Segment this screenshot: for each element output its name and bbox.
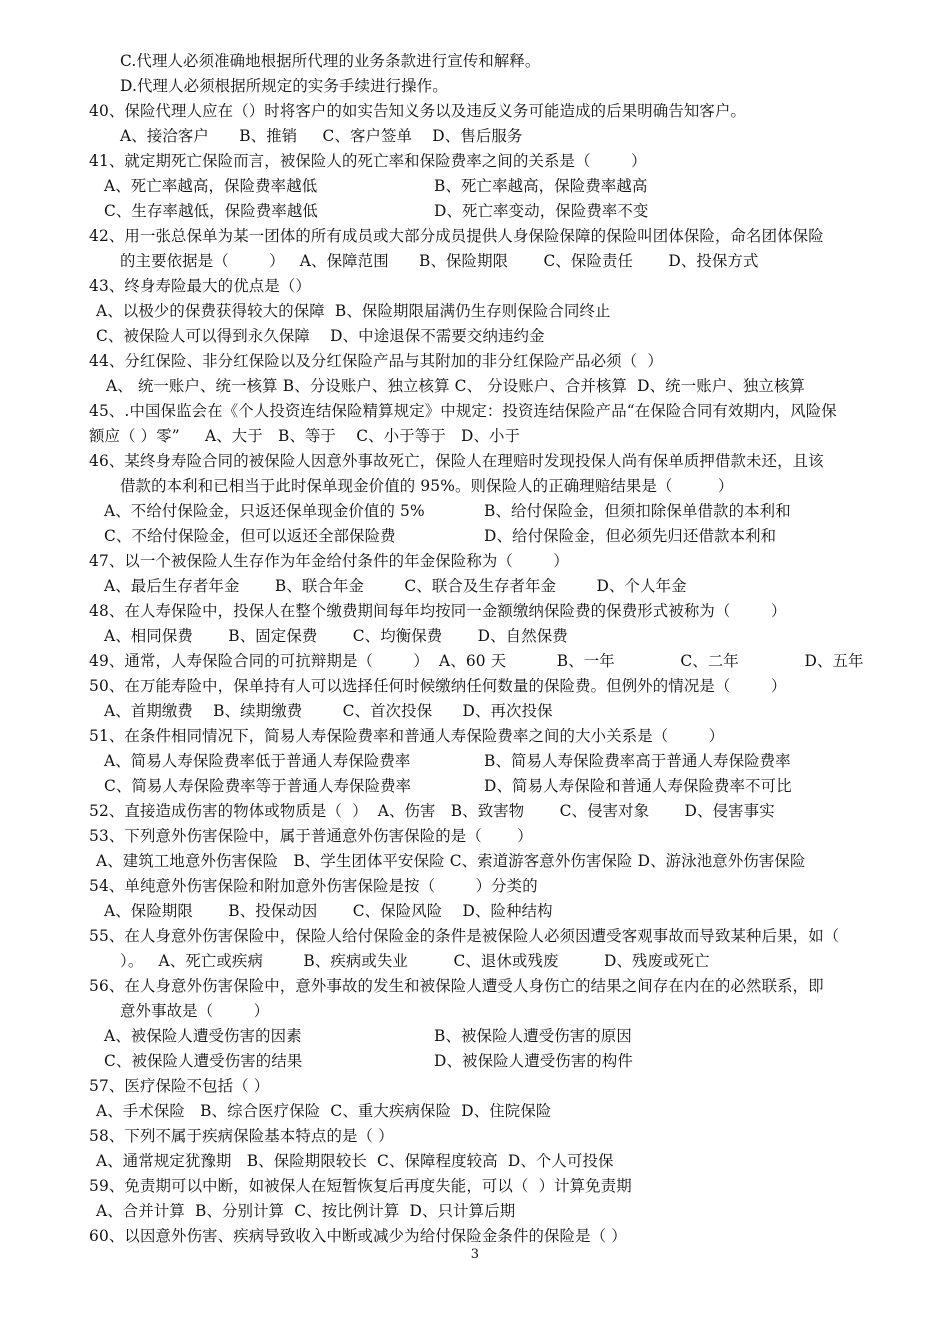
option: B、简易人寿保险费率高于普通人寿保险费率 (484, 752, 791, 770)
question-52: 52、直接造成伤害的物体或物质是（ ） A、伤害 B、致害物 C、侵害对象 D、侵害事实 (89, 802, 775, 820)
question-51: 51、在条件相同情况下，简易人寿保险费率和普通人寿保险费率之间的大小关系是（ ） (89, 727, 725, 745)
options-line: A、手术保险 B、综合医疗保险 C、重大疾病保险 D、住院保险 (96, 1102, 552, 1120)
options-line: A、最后生存者年金 B、联合年金 C、联合及生存者年金 D、个人年金 (104, 577, 687, 595)
text-line: D.代理人必须根据所规定的实务手续进行操作。 (120, 77, 448, 95)
option: C、简易人寿保险费率等于普通人寿保险费率 (104, 777, 412, 795)
question-57: 57、医疗保险不包括（ ） (89, 1077, 270, 1095)
question-50: 50、在万能寿险中，保单持有人可以选择任何时候缴纳任何数量的保险费。但例外的情况是（ ） (89, 677, 787, 695)
question-40: 40、保险代理人应在（）时将客户的如实告知义务以及违反义务可能造成的后果明确告知客户。 (89, 102, 747, 120)
question-42: 42、用一张总保单为某一团体的所有成员或大部分成员提供人身保险保障的保险叫团体保险，命名团体保险 (89, 227, 824, 245)
question-58: 58、下列不属于疾病保险基本特点的是（ ） (89, 1127, 394, 1145)
question-54: 54、单纯意外伤害保险和附加意外伤害保险是按（ ）分类的 (89, 877, 538, 895)
options-line: A、接洽客户 B、推销 C、客户签单 D、售后服务 (120, 127, 523, 145)
options-line: A、首期缴费 B、续期缴费 C、首次投保 D、再次投保 (104, 702, 553, 720)
question-48: 48、在人寿保险中，投保人在整个缴费期间每年均按同一金额缴纳保险费的保费形式被称为（ ） (89, 602, 787, 620)
options-line: A、以极少的保费获得较大的保障 B、保险期限届满仍生存则保险合同终止 (96, 302, 611, 320)
option: B、给付保险金，但须扣除保单借款的本利和 (484, 502, 791, 520)
option: A、简易人寿保险费率低于普通人寿保险费率 (104, 752, 411, 770)
question-41: 41、就定期死亡保险而言，被保险人的死亡率和保险费率之间的关系是（ ） (89, 152, 647, 170)
option: D、简易人寿保险和普通人寿保险费率不可比 (484, 777, 792, 795)
question-47: 47、以一个被保险人生存作为年金给付条件的年金保险称为（ ） (89, 552, 569, 570)
text-line: ）。 A、死亡或疾病 B、疾病或失业 C、退休或残废 D、残废或死亡 (120, 952, 710, 970)
options-line: A、建筑工地意外伤害保险 B、学生团体平安保险 C、索道游客意外伤害保险 D、游泳池意外伤害保险 (96, 852, 806, 870)
text-line: 额应（ ）零” A、大于 B、等于 C、小于等于 D、小于 (89, 427, 521, 445)
question-46: 46、某终身寿险合同的被保险人因意外事故死亡，保险人在理赔时发现投保人尚有保单质押借款未还，且该 (89, 452, 824, 470)
question-43: 43、终身寿险最大的优点是（） (89, 277, 311, 295)
question-60: 60、以因意外伤害、疾病导致收入中断或减少为给付保险金条件的保险是（ ） (89, 1227, 627, 1245)
text-line: 借款的本利和已相当于此时保单现金价值的 95%。则保险人的正确理赔结果是（ ） (120, 477, 734, 495)
option: B、死亡率越高，保险费率越高 (434, 177, 648, 195)
text-line: C.代理人必须准确地根据所代理的业务条款进行宣传和解释。 (120, 52, 541, 70)
options-line: C、被保险人可以得到永久保障 D、中途退保不需要交纳违约金 (96, 327, 545, 345)
option: A、死亡率越高，保险费率越低 (104, 177, 318, 195)
options-line: A、相同保费 B、固定保费 C、均衡保费 D、自然保费 (104, 627, 568, 645)
question-55: 55、在人身意外伤害保险中，保险人给付保险金的条件是被保险人必须因遭受客观事故而导致某种后果，如（ (89, 927, 840, 945)
option: C、被保险人遭受伤害的结果 (104, 1052, 303, 1070)
options-line: A、合并计算 B、分别计算 C、按比例计算 D、只计算后期 (96, 1202, 516, 1220)
question-56: 56、在人身意外伤害保险中，意外事故的发生和被保险人遭受人身伤亡的结果之间存在内在的必然联系，即 (89, 977, 824, 995)
options-line: A、保险期限 B、投保动因 C、保险风险 D、险种结构 (104, 902, 553, 920)
question-49: 49、通常，人寿保险合同的可抗辩期是（ ） A、60 天 B、一年 C、二年 D、五年 (89, 652, 864, 670)
text-line: 的主要依据是（ ） A、保障范围 B、保险期限 C、保险责任 D、投保方式 (120, 252, 759, 270)
options-line: A、 统一账户、统一核算 B、分设账户、独立核算 C、 分设账户、合并核算 D、统一账户、独立核算 (106, 377, 806, 395)
question-45: 45、.中国保监会在《个人投资连结保险精算规定》中规定：投资连结保险产品“在保险合同有效期内，风险保 (89, 402, 837, 420)
option: D、被保险人遭受伤害的构件 (434, 1052, 633, 1070)
question-53: 53、下列意外伤害保险中，属于普通意外伤害保险的是（ ） (89, 827, 533, 845)
text-line: 意外事故是（ ） (120, 1002, 270, 1020)
page-number: 3 (470, 1247, 480, 1262)
option: D、死亡率变动，保险费率不变 (434, 202, 649, 220)
question-59: 59、免责期可以中断，如被保人在短暂恢复后再度失能，可以（ ）计算免责期 (89, 1177, 632, 1195)
option: D、给付保险金，但必须先归还借款本利和 (484, 527, 777, 545)
option: C、不给付保险金，但可以返还全部保险费 (104, 527, 396, 545)
question-44: 44、分红保险、非分红保险以及分红保险产品与其附加的非分红保险产品必须（ ） (89, 352, 663, 370)
option: A、不给付保险金，只返还保单现金价值的 5% (104, 502, 425, 520)
option: A、被保险人遭受伤害的因素 (104, 1027, 302, 1045)
option: B、被保险人遭受伤害的原因 (434, 1027, 632, 1045)
options-line: A、通常规定犹豫期 B、保险期限较长 C、保障程度较高 D、个人可投保 (96, 1152, 614, 1170)
option: C、生存率越低，保险费率越低 (104, 202, 318, 220)
